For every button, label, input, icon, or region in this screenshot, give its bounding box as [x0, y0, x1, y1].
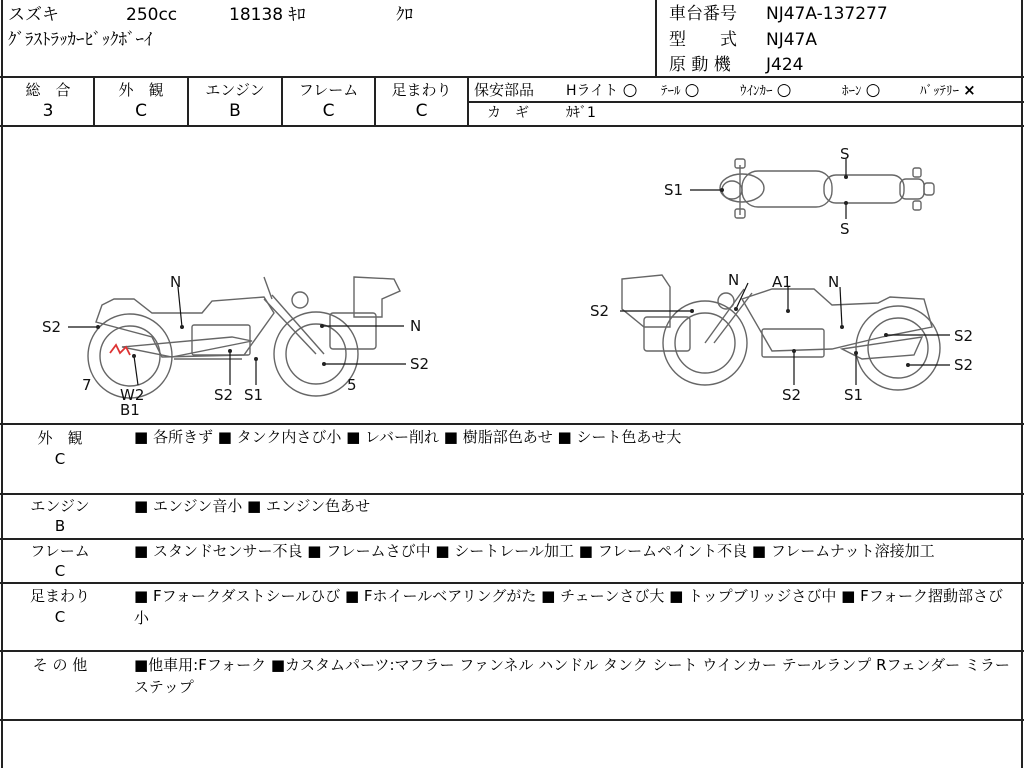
- section-other-text: ■他車用:Fフォーク ■カスタムパーツ:マフラー ファンネル ハンドル タンク シート ウインカー テールランプ Rフェンダー ミラー ステップ: [134, 656, 1010, 696]
- safety-item-winker: [740, 81, 791, 101]
- mark-left-n-front: N: [410, 317, 422, 335]
- mark-left-s2-front: S2: [410, 355, 430, 373]
- rating-exterior-label: 外 観: [118, 81, 164, 99]
- safety-mark: ○: [865, 80, 881, 100]
- motorcycle-top-view: [720, 159, 934, 218]
- section-engine-grade: B: [54, 517, 66, 535]
- section-exterior-label: 外 観: [37, 429, 83, 447]
- rating-exterior-value: C: [135, 101, 147, 121]
- mark-right-s2-engine: S2: [782, 386, 802, 404]
- section-engine-label: エンジン: [30, 497, 90, 515]
- mark-right-a1: A1: [772, 273, 792, 291]
- mileage: 18138 ｷﾛ: [229, 5, 306, 25]
- mark-left-s2-rear: S2: [42, 318, 62, 336]
- mark-right-s2-seat: S2: [954, 327, 974, 345]
- safety-mark: ○: [622, 80, 638, 100]
- rule-key-top: [468, 101, 1024, 103]
- safety-mark: ×: [963, 81, 976, 99]
- mark-left-7: 7: [82, 376, 92, 394]
- safety-item-name: Hライト: [566, 83, 619, 99]
- safety-item-name: ﾎｰﾝ: [842, 84, 862, 99]
- engine-value: J424: [766, 55, 804, 75]
- rating-total-label: 総 合: [25, 81, 71, 99]
- mark-top-s-lower: S: [840, 220, 850, 238]
- rating-suspension-label: 足まわり: [391, 81, 452, 99]
- type-value: NJ47A: [766, 30, 817, 50]
- rule-header-divider: [655, 0, 657, 77]
- rule-rating-5: [467, 77, 469, 126]
- model-name: ｸﾞﾗｽﾄﾗｯｶｰﾋﾞｯｸﾎﾞｰｲ: [8, 30, 153, 50]
- safety-label: 保安部品: [474, 81, 535, 99]
- mark-right-n-front: N: [728, 271, 740, 289]
- maker: スズキ: [8, 5, 59, 25]
- section-suspension-text: ■ Fフォークダストシールひび ■ Fホイールベアリングがた ■ チェーンさび大 ■ トップブリッジさび中 ■ Fフォーク摺動部さび小: [134, 587, 1003, 627]
- section-exterior-text: ■ 各所きず ■ タンク内さび小 ■ レバー削れ ■ 樹脂部色あせ ■ シート色あせ大: [134, 428, 682, 446]
- section-suspension-grade: C: [54, 608, 66, 626]
- section-exterior-grade: C: [54, 450, 66, 468]
- damage-diagram: [2, 127, 1022, 423]
- mark-right-s2-rear: S2: [954, 356, 974, 374]
- rating-frame-label: フレーム: [298, 81, 359, 99]
- frame-no-label: 車台番号: [669, 4, 737, 24]
- rule-frame-bottom: [0, 582, 1024, 584]
- mark-right-s1-engine: S1: [844, 386, 864, 404]
- section-frame-grade: C: [54, 562, 66, 580]
- safety-item-battery: [920, 81, 976, 101]
- safety-item-name: ﾃｰﾙ: [661, 84, 681, 99]
- type-label: 型 式: [669, 30, 737, 50]
- mark-top-s-upper: S: [840, 145, 850, 163]
- mark-right-n-tank: N: [828, 273, 840, 291]
- safety-item-headlight: [566, 80, 637, 101]
- section-suspension-label: 足まわり: [29, 587, 90, 605]
- mark-left-w2: W2: [120, 386, 145, 404]
- rating-engine-value: B: [229, 101, 241, 121]
- mark-top-s1: S1: [664, 181, 684, 199]
- rating-suspension-value: C: [415, 101, 428, 121]
- section-frame-label: フレーム: [30, 542, 90, 560]
- safety-item-name: ｳｲﾝｶｰ: [740, 84, 773, 99]
- key-label: カ ギ: [487, 105, 529, 121]
- rating-total-value: 3: [42, 101, 54, 121]
- motorcycle-right-side: [622, 275, 940, 390]
- rating-frame-value: C: [322, 101, 335, 121]
- rule-diagram-bottom: [0, 423, 1024, 425]
- rule-suspension-bottom: [0, 650, 1024, 652]
- safety-item-tail: [661, 81, 699, 101]
- mark-left-5: 5: [347, 376, 357, 394]
- mark-left-n-tank: N: [170, 273, 182, 291]
- displacement: 250cc: [126, 5, 178, 25]
- rating-engine-label: エンジン: [205, 81, 265, 99]
- section-engine-text: ■ エンジン音小 ■ エンジン色あせ: [134, 497, 371, 515]
- section-other-label: そ の 他: [32, 656, 88, 674]
- mark-left-b1: B1: [120, 401, 140, 419]
- rule-other-bottom: [0, 719, 1024, 721]
- safety-mark: ○: [776, 80, 792, 100]
- safety-item-name: ﾊﾞｯﾃﾘｰ: [920, 84, 959, 99]
- mark-left-s1-engine: S1: [244, 386, 264, 404]
- mark-right-s2-front: S2: [590, 302, 610, 320]
- section-frame-text: ■ スタンドセンサー不良 ■ フレームさび中 ■ シートレール加工 ■ フレームペイント不良 ■ フレームナット溶接加工: [134, 542, 935, 560]
- mark-left-s2-engine: S2: [214, 386, 234, 404]
- frame-no: NJ47A-137277: [766, 4, 888, 24]
- key-value: ｶｷﾞ1: [566, 105, 596, 121]
- safety-item-horn: [842, 81, 880, 101]
- engine-label: 原 動 機: [669, 55, 731, 75]
- rule-header-bottom: [0, 76, 1024, 78]
- safety-mark: ○: [684, 80, 700, 100]
- color: ｸﾛ: [396, 5, 413, 25]
